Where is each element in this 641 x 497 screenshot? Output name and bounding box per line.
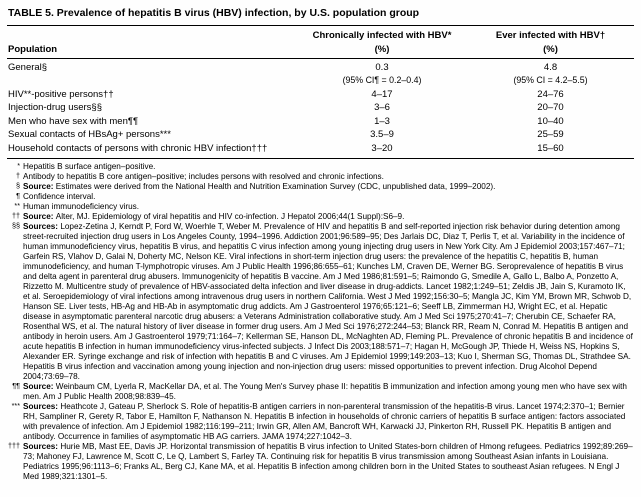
footnote-text: Sources: Hurie MB, Mast EE, Davis JP. Horizontal transmission of hepatitis B virus infection to United States-born children of Hmong refugees. Pediatrics 1992;89:269–73; Mahoney FJ, Lawrence M, Scott C, Le Q, Lambert S, Farley TA. Continuing risk for hepatitis B virus transmission among Southeast Asian infants in Louisiana. Pediatrics 1995;96:1113–6; Franks AL, Berg CJ, Kane MA, et al. Hepatitis B infection among children born in the United States to southeast Asian refugees. N Engl J Med 1989;321:1301–5. bbox=[23, 442, 633, 481]
unit-label-chronic: (%) bbox=[374, 43, 390, 55]
ever-value: 10–40 bbox=[537, 115, 564, 127]
footnote-marker: ¶ bbox=[16, 191, 20, 200]
footnote-marker: * bbox=[17, 161, 20, 170]
table-row-sexual-contacts bbox=[7, 128, 634, 142]
footnote-marker: ††† bbox=[8, 441, 20, 450]
rule-below-body bbox=[7, 158, 634, 159]
unit-label-ever: (%) bbox=[543, 43, 558, 55]
table-row-household-contacts bbox=[7, 142, 634, 156]
footnote-marker: †† bbox=[12, 211, 20, 220]
table-header-unit-row bbox=[7, 43, 634, 57]
chronic-value-cell bbox=[297, 61, 467, 88]
footnote-text: Hepatitis B surface antigen–positive. bbox=[23, 162, 156, 171]
table-row-injection-drug-users bbox=[7, 101, 634, 115]
ever-value: 20–70 bbox=[537, 102, 564, 113]
footnote-marker: ** bbox=[14, 201, 20, 210]
footnote-marker: § bbox=[16, 181, 20, 190]
chronic-ci: (95% CI¶ = 0.2–0.4) bbox=[342, 74, 422, 85]
footnote-text: Source: Estimates were derived from the National Health and Nutrition Examination Survey (CDC, unpublished data, 1999–2002). bbox=[23, 182, 496, 191]
table-row-general bbox=[7, 61, 634, 88]
footnote-text: Source: Alter, MJ. Epidemiology of viral hepatitis and HIV co-infection. J Hepatol 2006;44(1 Suppl):S6–9. bbox=[23, 212, 405, 221]
ever-value-cell bbox=[467, 61, 634, 88]
table-row-msm bbox=[7, 115, 634, 129]
footnote-hbsag bbox=[7, 162, 634, 172]
ever-ci: (95% CI = 4.2–5.5) bbox=[513, 74, 588, 85]
footnote-ci bbox=[7, 192, 634, 202]
population-label: Household contacts of persons with chronic HBV infection††† bbox=[8, 142, 268, 154]
ever-value: 15–60 bbox=[537, 142, 564, 154]
population-label: Men who have sex with men¶¶ bbox=[8, 115, 139, 127]
table-body bbox=[7, 59, 634, 158]
footnote-msm-source bbox=[7, 382, 634, 402]
table-header bbox=[7, 26, 634, 58]
ever-value: 25–59 bbox=[537, 129, 564, 140]
population-label: General§ bbox=[8, 62, 48, 73]
table-header-group-row bbox=[7, 29, 634, 43]
footnote-text: Confidence interval. bbox=[23, 192, 96, 201]
footnote-marker: ¶¶ bbox=[12, 381, 20, 390]
chronic-value: 0.3 bbox=[375, 62, 389, 73]
table-title: TABLE 5. Prevalence of hepatitis B virus (HBV) infection, by U.S. population group bbox=[8, 7, 420, 19]
footnote-text: Source: Weinbaum CM, Lyerla R, MacKellar DA, et al. The Young Men's Survey phase II: hepatitis B immunization and infection among young men who have sex with men. Am J Public Health 2008;98:839–45. bbox=[23, 382, 627, 401]
ever-value: 4.8 bbox=[543, 62, 558, 73]
footnote-idu-sources bbox=[7, 222, 634, 382]
population-label: HIV**-positive persons†† bbox=[8, 88, 114, 100]
footnote-nhanes-source bbox=[7, 182, 634, 192]
footnote-text: Sources: Lopez-Zetina J, Kerndt P, Ford W, Woerhle T, Weber M. Prevalence of HIV and hepatitis B and self-reported injection risk behavior during detention among street-recruited injection drug users in Los Angeles County, 1994–1996. Addiction 2001;96:589–95; Des Jarlais DC, Diaz T, Perlis T, et al. Variability in the incidence of human immunodeficiency virus, hepatitis B virus, and hepatitis C virus infection among young injecting drug users in New York City. Am J Epidemiol 2003;157:467–71; Garfein RS, Vlahov D, Galai N, Doherty MC, Nelson KE. Viral infections in short-term injection drug users: the prevalence of the hepatitis C, hepatitis B, human immunodeficiency, and human T-lymphotropic viruses. Am J Public Health 1996;86:655–61; Kunches LM, Craven DE, Werner BG. Seroprevalence of hepatitis B virus and delta agent in parenteral drug abusers. Immunogenicity of hepatitis B vaccine. Am J Med 1986;81:591–5; Raimondo G, Smedile A, Gallo L, Balbo A, Ponzetto A, Rizzetto M. Multicentre study of prevalence of HBV-associated delta infection and liver disease in drug-addicts. Lancet 1982;1:249–51; Zeldis JB, Jain S, Kuramoto IK, et al. Seroepidemiology of viral infections among intravenous drug users in northern California. West J Med 1992;156:30–5; Mangla JC, Kim YM, Brown MR, Schwob D, Hanson SE. Liver tests, HB-Ag and HB-Ab in asymptomatic drug addicts. Am J Gastroenterol 1976;65:121–6; Seeff LB, Zimmerman HJ, Wright EC, et al. Hepatic disease in asymptomatic parenteral narcotic drug abusers: a Veterans Administration collaborative study. Am J Med Sci 1975;270:41–7; Cherubin CE, Schaefer RA, Rosenthal WS, et al. The natural history of liver disease in former drug users. Am J Med Sci 1976;272:244–53; Blanck RR, Ream N, Conrad M. Hepatitis B antigen and antibody in heroin users. Am J Gastroenterol 1979;71:164–7; Kellerman SE, Hanson DL, McNaghten AD, Fleming PL. Prevalence of chronic hepatitis B and incidence of acute hepatitis B infection in human immunodeficiency virus-infected subjects. J Infect Dis 2003;188:571–7; Hagan H, McGough JP, Thiede H, Weiss NS, Hopkins S, Alexander ER. Syringe exchange and risk of infection with hepatitis B and C viruses. Am J Epidemiol 1999;149:203–13; Kuo I, Sherman SG, Thomas DL, Strathdee SA. Hepatitis B virus infection and vaccination among young injection and non-injection drug users: missed opportunities to prevent infection. Drug Alcohol Depend 2004;73:69–78. bbox=[23, 222, 633, 381]
chronic-value: 1–3 bbox=[374, 115, 390, 127]
header-spacer bbox=[7, 29, 297, 43]
footnote-text: Human immunodeficiency virus. bbox=[23, 202, 140, 211]
footnote-marker: §§ bbox=[12, 221, 20, 230]
footnote-text: Sources: Heathcote J, Gateau P, Sherlock S. Role of hepatitis-B antigen carriers in non-parenteral transmission of the hepatitis-B virus. Lancet 1974;2:370–1; Bernier RH, Sampliner R, Gerety R, Tabor E, Hamilton F, Nathanson N. Hepatitis B infection in households of chronic carriers of hepatitis B surface antigen: factors associated with prevalence of infection. Am J Epidemiol 1982;116:199–211; Irwin GR, Allen AM, Bancroft WH, Karwacki JJ, Pinkerton RH, Russell PK. Hepatitis B antigen and antibody. Occurrence in families of asymptomatic HB AG carriers. JAMA 1974;227:1042–3. bbox=[23, 402, 626, 441]
footnote-hiv bbox=[7, 202, 634, 212]
chronic-value: 3–20 bbox=[371, 142, 393, 154]
column-header-ever: Ever infected with HBV† bbox=[495, 30, 606, 41]
footnote-alter-source bbox=[7, 212, 634, 222]
footnote-anti-hbc bbox=[7, 172, 634, 182]
chronic-value: 3–6 bbox=[374, 102, 390, 113]
footnote-text: Antibody to hepatitis B core antigen–positive; includes persons with resolved and chronic infections. bbox=[23, 172, 384, 181]
footnote-sexual-contacts-sources bbox=[7, 402, 634, 442]
table-row-hiv-positive bbox=[7, 88, 634, 102]
chronic-value: 4–17 bbox=[371, 88, 393, 100]
footnote-marker: † bbox=[16, 171, 20, 180]
population-label: Sexual contacts of HBsAg+ persons*** bbox=[8, 129, 171, 140]
footnote-household-contacts-sources bbox=[7, 442, 634, 482]
column-header-chronic: Chronically infected with HBV* bbox=[312, 30, 452, 41]
footnote-marker: *** bbox=[11, 401, 20, 410]
population-label: Injection-drug users§§ bbox=[8, 102, 102, 113]
column-header-population: Population bbox=[8, 43, 58, 55]
chronic-value: 3.5–9 bbox=[370, 129, 394, 140]
ever-value: 24–76 bbox=[537, 88, 564, 100]
footnotes bbox=[7, 162, 634, 482]
